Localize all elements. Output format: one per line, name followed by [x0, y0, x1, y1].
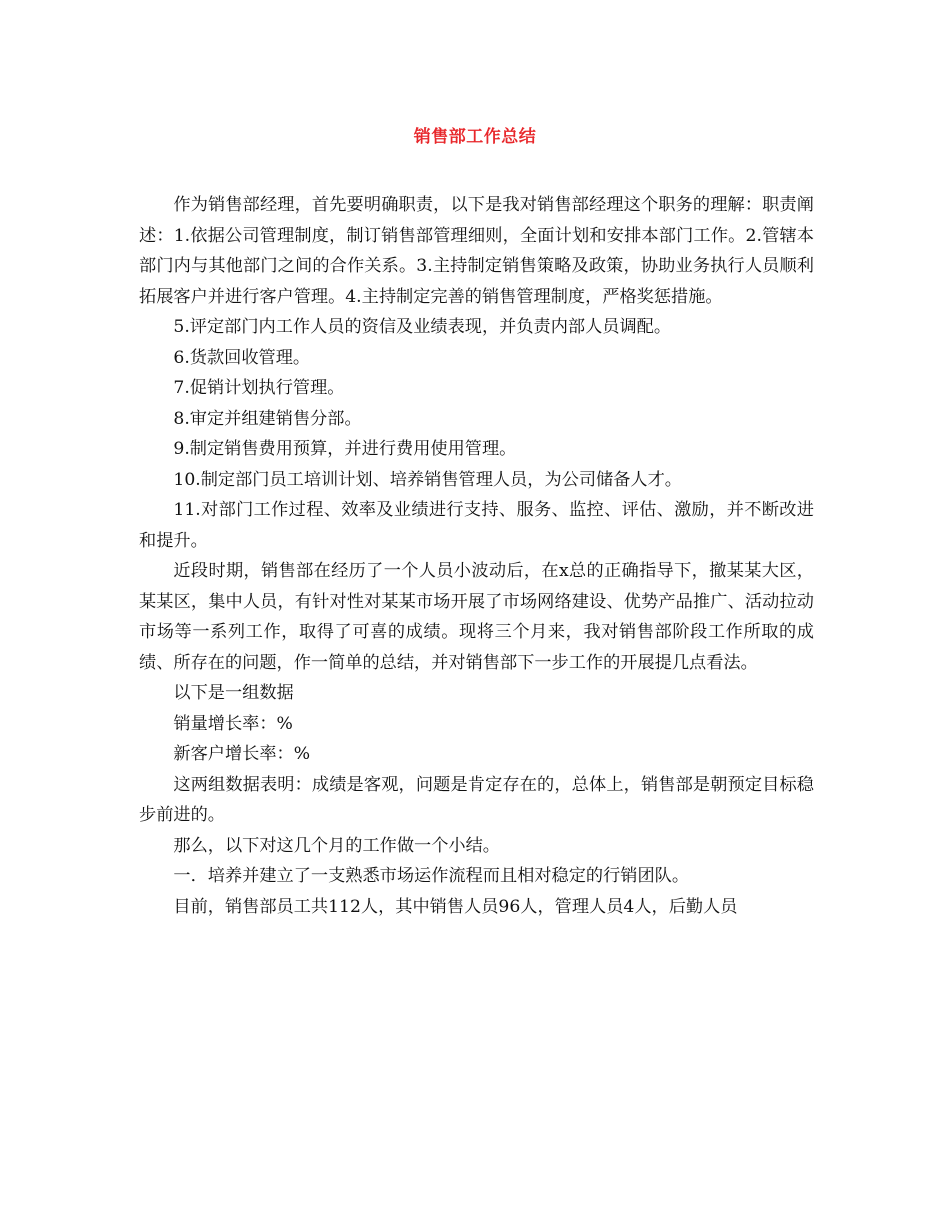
document-body [139, 190, 814, 922]
paragraph: 一．培养并建立了一支熟悉市场运作流程而且相对稳定的行销团队。 [173, 866, 690, 886]
paragraph: 销量增长率：% [173, 713, 293, 734]
paragraph: 6.货款回收管理。 [173, 347, 311, 368]
paragraph: 8.审定并组建销售分部。 [173, 408, 362, 429]
paragraph: 5.评定部门内工作人员的资信及业绩表现，并负责内部人员调配。 [173, 317, 672, 337]
paragraph: 近段时期，销售部在经历了一个人员小波动后，在x总的正确指导下，撤某某大区，某某区，集中人员，有针对性对某某市场开展了市场网络建设、优势产品推广、活动拉动市场等一系列工作，取得了可喜的成绩。现将三个月来，我对销售部阶段工作所取的成绩、所存在的问题，作一简单的总结，并对销售部下一步工作的开展提几点看法。 [139, 561, 814, 673]
document-title: 销售部工作总结 [413, 127, 537, 147]
paragraph: 这两组数据表明：成绩是客观，问题是肯定存在的，总体上，销售部是朝预定目标稳步前进的。 [139, 774, 814, 825]
paragraph: 那么，以下对这几个月的工作做一个小结。 [173, 835, 500, 856]
paragraph: 目前，销售部员工共112人，其中销售人员96人，管理人员4人，后勤人员 [173, 896, 738, 917]
paragraph: 以下是一组数据 [173, 683, 294, 703]
paragraph: 7.促销计划执行管理。 [173, 378, 345, 398]
paragraph: 11.对部门工作过程、效率及业绩进行支持、服务、监控、评估、激励，并不断改进和提升。 [139, 500, 814, 551]
paragraph: 10.制定部门员工培训计划、培养销售管理人员，为公司储备人才。 [173, 469, 682, 490]
paragraph: 作为销售部经理，首先要明确职责，以下是我对销售部经理这个职务的理解：职责阐述：1.依据公司管理制度，制订销售部管理细则，全面计划和安排本部门工作。2.管辖本部门内与其他部门之间的合作关系。3.主持制定销售策略及政策，协助业务执行人员顺利拓展客户并进行客户管理。4.主持制定完善的销售管理制度，严格奖惩措施。 [139, 195, 814, 307]
paragraph: 新客户增长率：% [173, 744, 311, 764]
paragraph: 9.制定销售费用预算，并进行费用使用管理。 [173, 439, 517, 459]
